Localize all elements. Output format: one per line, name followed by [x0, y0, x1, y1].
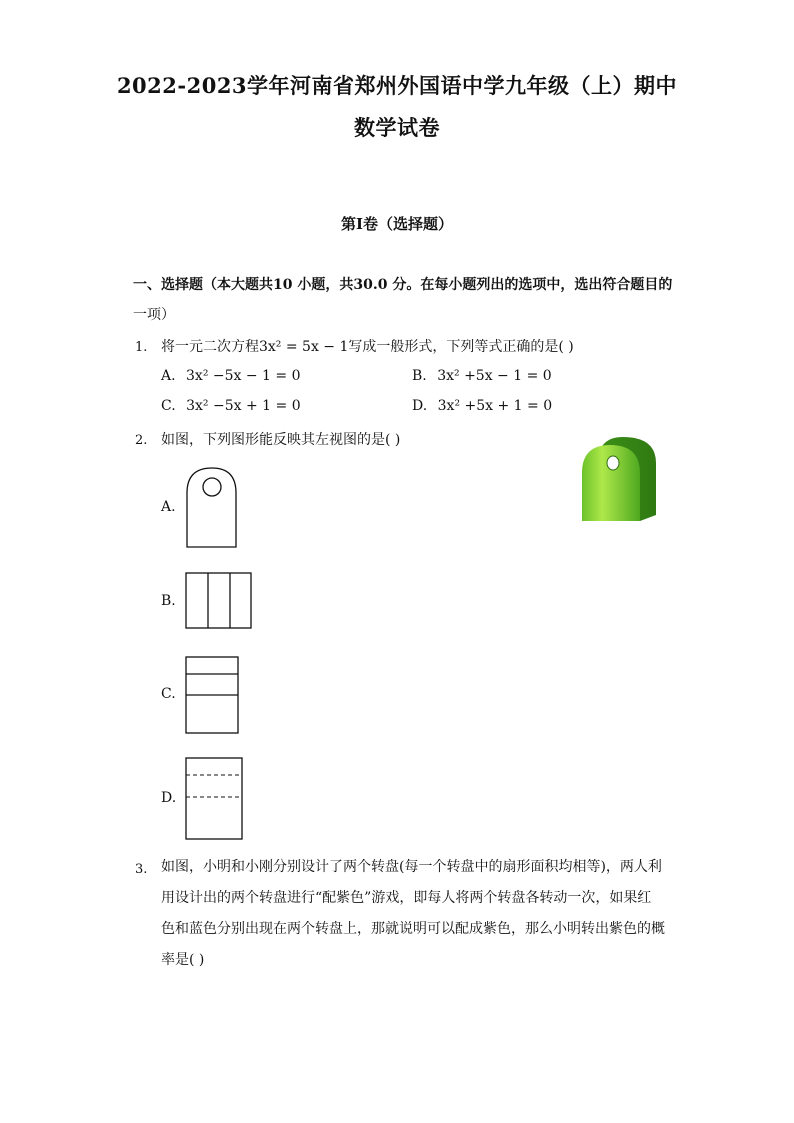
q2-option-a-label: A.	[161, 499, 176, 515]
option-text: 3x² +5x − 1 = 0	[437, 368, 552, 384]
question-2-number: 2.	[135, 433, 148, 448]
exam-title-line1: 2022-2023学年河南省郑州外国语中学九年级（上）期中	[116, 73, 678, 98]
q2-option-c-label: C.	[161, 686, 176, 702]
q2-option-d-label: D.	[161, 790, 177, 806]
question-3-line1: 如图，小明和小刚分别设计了两个转盘(每一个转盘中的扇形面积均相等)，两人利	[161, 859, 662, 875]
view-outline	[186, 573, 251, 628]
part-heading-line2: 一项）	[133, 307, 175, 323]
solid-hole	[607, 456, 619, 470]
q1-option-d	[412, 398, 552, 414]
option-label: D.	[412, 398, 428, 414]
option-text: 3x² −5x + 1 = 0	[186, 398, 301, 414]
question-3-line2: 用设计出的两个转盘进行“配紫色”游戏，即每人将两个转盘各转动一次，如果红	[161, 890, 652, 906]
question-2-text: 如图，下列图形能反映其左视图的是( )	[161, 432, 401, 448]
solid-figure-image	[578, 433, 660, 523]
q1-option-a	[161, 368, 301, 384]
question-3-number: 3.	[135, 862, 148, 877]
section-title: 第Ⅰ卷（选择题）	[340, 215, 454, 233]
view-circle	[203, 478, 221, 496]
exam-title-line2: 数学试卷	[354, 115, 440, 140]
q2-option-c-figure	[184, 655, 242, 737]
part-heading-line1: 一、选择题（本大题共10 小题，共30.0 分。在每小题列出的选项中，选出符合题目的	[133, 277, 673, 293]
q2-option-a-figure	[184, 465, 240, 551]
q2-option-b-label: B.	[161, 593, 176, 609]
option-text: 3x² +5x + 1 = 0	[437, 398, 553, 414]
question-1-text: 将一元二次方程3x² = 5x − 1写成一般形式，下列等式正确的是( )	[161, 339, 574, 355]
question-1-number: 1.	[135, 340, 148, 355]
option-text: 3x² −5x − 1 = 0	[186, 368, 301, 384]
q1-option-c	[161, 398, 301, 414]
question-3-line4: 率是( )	[161, 952, 205, 968]
option-label: B.	[412, 368, 427, 384]
q2-option-d-figure	[184, 756, 246, 842]
option-label: A.	[161, 368, 176, 384]
option-label: C.	[161, 398, 176, 414]
view-outline	[186, 758, 242, 839]
q1-option-b	[412, 368, 552, 384]
question-3-line3: 色和蓝色分别出现在两个转盘上，那就说明可以配成紫色，那么小明转出紫色的概	[161, 921, 665, 937]
q2-option-b-figure	[184, 571, 254, 631]
